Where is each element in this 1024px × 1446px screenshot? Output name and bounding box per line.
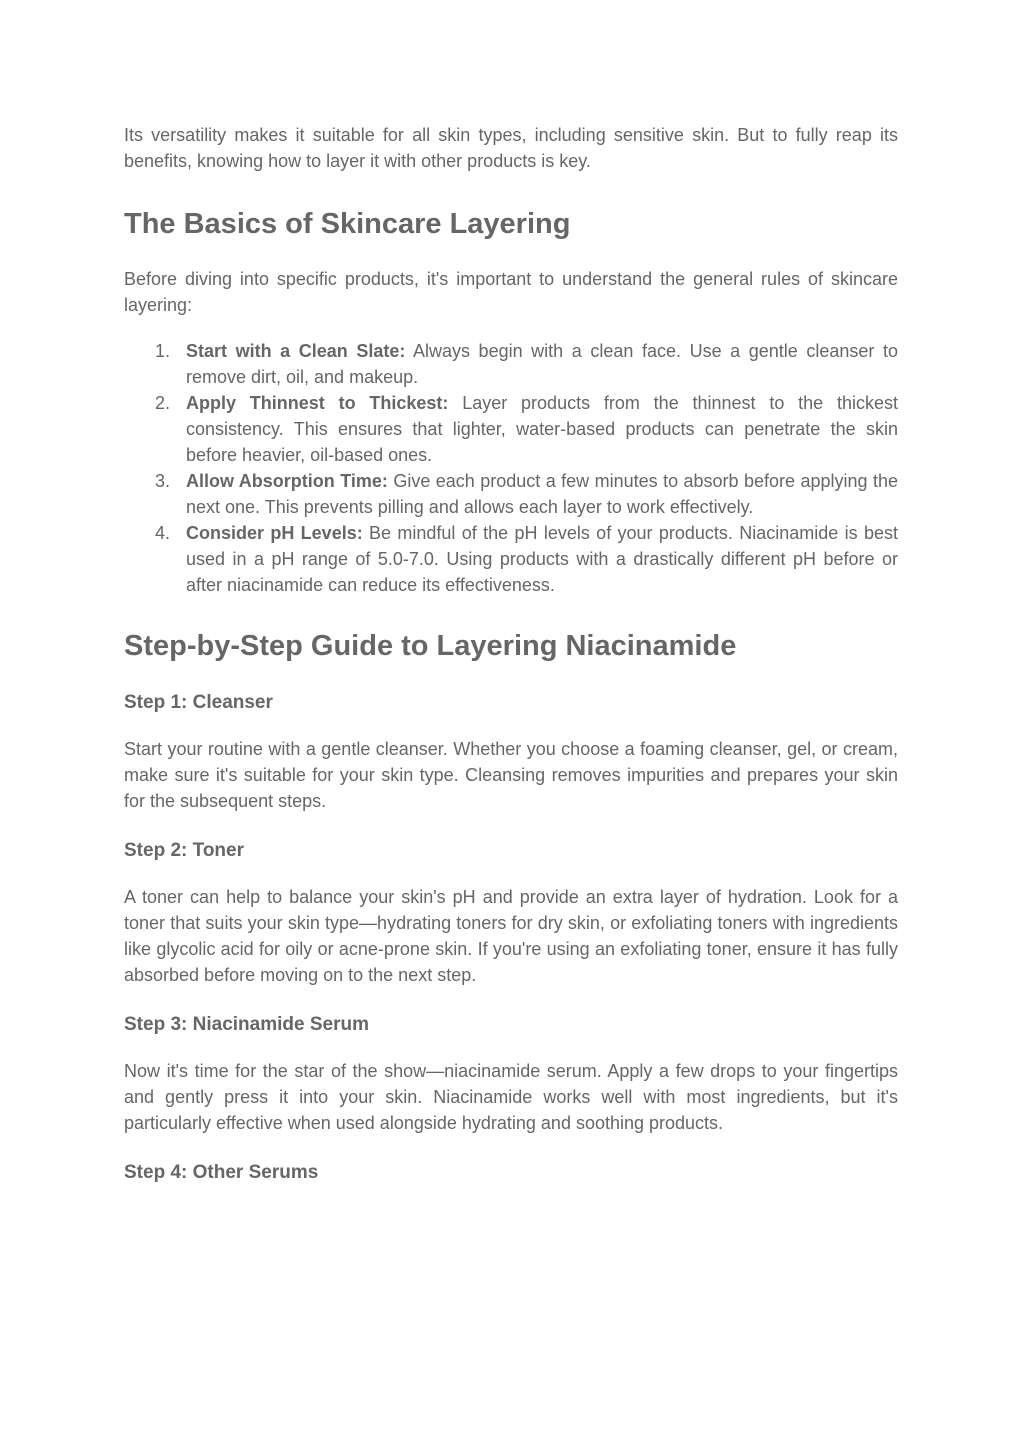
list-item bbox=[124, 390, 898, 468]
step-2-paragraph: A toner can help to balance your skin's pH and provide an extra layer of hydration. Look for a toner that suits your skin type—hydrating toners for dry skin, or exfoliating toners with ingredients like glycolic acid for oily or acne-prone skin. If you're using an exfoliating toner, ensure it has fully absorbed before moving on to the next step. bbox=[124, 887, 898, 985]
list-item bbox=[124, 520, 898, 598]
step-4-heading: Step 4: Other Serums bbox=[124, 1162, 319, 1183]
list-item bbox=[124, 468, 898, 520]
step-1-heading: Step 1: Cleanser bbox=[124, 692, 273, 713]
step-2-heading: Step 2: Toner bbox=[124, 840, 244, 861]
step-1-paragraph: Start your routine with a gentle cleanser. Whether you choose a foaming cleanser, gel, or cream, make sure it's suitable for your skin type. Cleansing removes impurities and prepares your skin for the subsequent steps. bbox=[124, 739, 898, 811]
list-item bbox=[124, 338, 898, 390]
list-item-text: Always begin with a clean face. Use a gentle cleanser to remove dirt, oil, and makeup. bbox=[186, 341, 898, 387]
basics-intro-paragraph: Before diving into specific products, it's important to understand the general rules of skincare layering: bbox=[124, 269, 898, 315]
list-item-title: Apply Thinnest to Thickest: bbox=[186, 393, 449, 413]
list-item-number: 3. bbox=[155, 471, 171, 491]
list-item-number: 1. bbox=[155, 341, 171, 361]
list-item-number: 2. bbox=[155, 393, 171, 413]
step-3-heading: Step 3: Niacinamide Serum bbox=[124, 1014, 369, 1035]
layering-rules-list bbox=[124, 338, 898, 598]
step-3-paragraph: Now it's time for the star of the show—niacinamide serum. Apply a few drops to your fingertips and gently press it into your skin. Niacinamide works well with most ingredients, but it's particularly effective when used alongside hydrating and soothing products. bbox=[124, 1061, 898, 1133]
list-item-text: Give each product a few minutes to absorb before applying the next one. This prevents pilling and allows each layer to work effectively. bbox=[186, 471, 898, 517]
guide-heading: Step-by-Step Guide to Layering Niacinamide bbox=[124, 630, 737, 662]
document-page bbox=[124, 122, 898, 1186]
list-item-title: Consider pH Levels: bbox=[186, 523, 363, 543]
intro-paragraph: Its versatility makes it suitable for all skin types, including sensitive skin. But to fully reap its benefits, knowing how to layer it with other products is key. bbox=[124, 125, 898, 171]
list-item-text: Be mindful of the pH levels of your products. Niacinamide is best used in a pH range of 5.0-7.0. Using products with a drastically different pH before or after niacinamide can reduce its effectiveness. bbox=[186, 523, 898, 595]
list-item-text: Layer products from the thinnest to the thickest consistency. This ensures that lighter, water-based products can penetrate the skin before heavier, oil-based ones. bbox=[186, 393, 899, 465]
list-item-title: Start with a Clean Slate: bbox=[186, 341, 406, 361]
list-item-title: Allow Absorption Time: bbox=[186, 471, 388, 491]
basics-heading: The Basics of Skincare Layering bbox=[124, 208, 571, 240]
list-item-number: 4. bbox=[155, 523, 171, 543]
